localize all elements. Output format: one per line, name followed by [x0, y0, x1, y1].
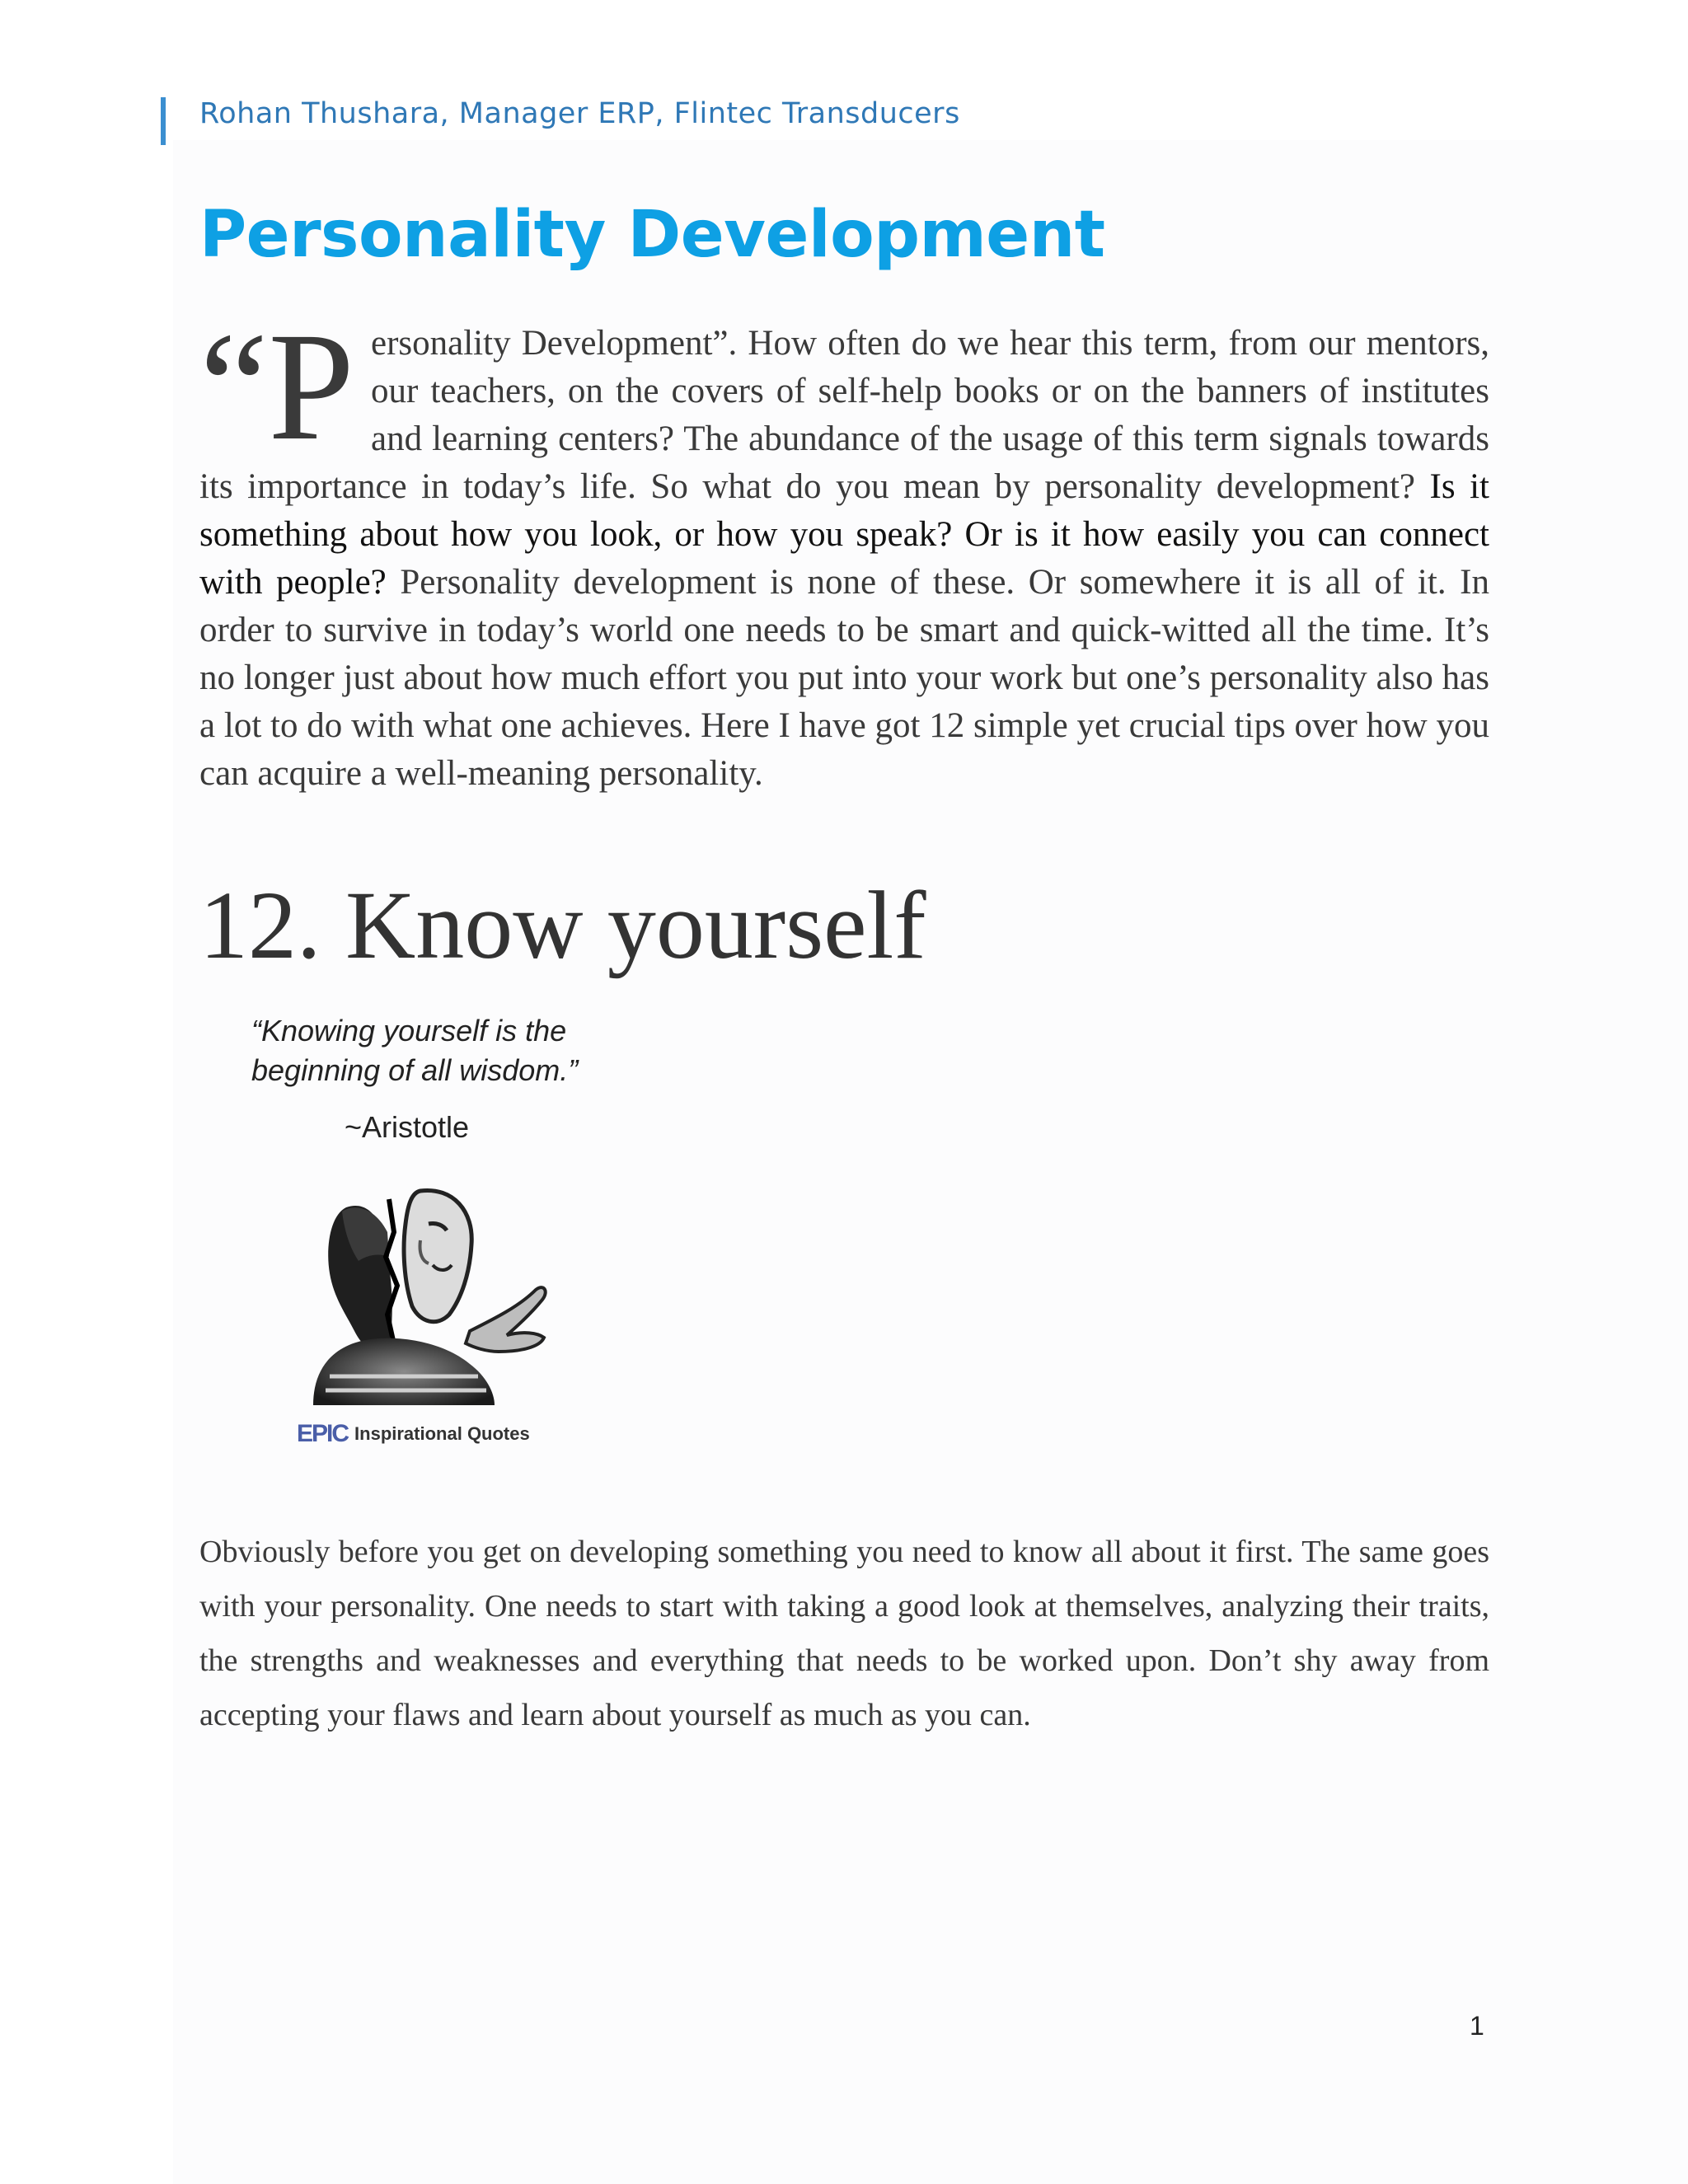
intro-highlighted-question: Is it something about how you look, or how you speak? Or is it how easily you can connect with people? [199, 467, 1489, 602]
header-accent-bar [161, 97, 166, 145]
body-paragraph: Obviously before you get on developing something you need to know all about it first. The same goes with your personality. One needs to start with taking a good look at themselves, analyzing their traits, the strengths and weaknesses and everything that needs to be worked upon. Don’t shy away from accepting your flaws and learn about yourself as much as you can. [199, 1535, 1489, 1732]
intro-dropcap: “P [199, 300, 354, 472]
section-heading: 12. Know yourself [199, 871, 926, 979]
quote-text: “Knowing yourself is the beginning of all wisdom.” [251, 1014, 579, 1087]
page-title: Personality Development [199, 198, 1105, 272]
intro-paragraph [199, 300, 1490, 798]
intro-text-start: ersonality Development”. How often do we hear this term, from our mentors, our teachers, on the covers of self-help books or on the banners of institutes and learning centers? The abundance of the usage of this term signals towards its importance in today’s life. So what do you mean by personality development? [199, 324, 1489, 506]
header-author-line: Rohan Thushara, Manager ERP, Flintec Transducers [199, 97, 960, 130]
intro-text-end: Personality development is none of these. Or somewhere it is all of it. In order to survive in today’s world one needs to be smart and quick-witted all the time. It’s no longer just about how much effort you put into your work but one’s personality also has a lot to do with what one achieves. Here I have got 12 simple yet crucial tips over how you can acquire a well-meaning personality. [199, 563, 1490, 793]
quote-image [247, 1010, 626, 1455]
page-number: 1 [1470, 2011, 1484, 2041]
two-faces-illustration-icon [297, 1174, 560, 1405]
brand-logo: EPIC [297, 1420, 349, 1447]
brand-label: Inspirational Quotes [354, 1423, 530, 1444]
quote-brand [297, 1420, 530, 1448]
quote-author: ~Aristotle [345, 1110, 470, 1144]
